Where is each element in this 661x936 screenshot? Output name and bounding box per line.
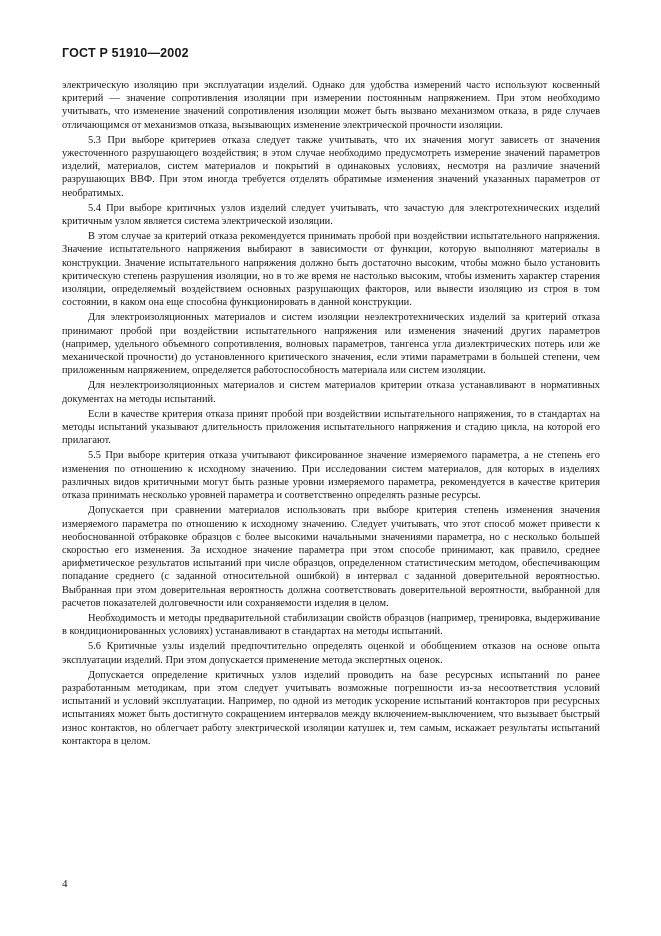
paragraph-5-6: 5.6 Критичные узлы изделий предпочтительно определять оценкой и обобщением отказов на основе опыта эксплуатации изделий. При этом допускается применение метода экспертных оценок. xyxy=(62,641,600,666)
paragraph: Если в качестве критерия отказа принят пробой при воздействии испытательного напряжения, то в стандартах на методы испытаний указывают длительность приложения испытательного напряжения и стадию цикла, на которой его прилагают. xyxy=(62,408,600,447)
paragraph-5-3: 5.3 При выборе критериев отказа следует также учитывать, что их значения могут зависеть от значения ужесточенного разрушающего воздействия; в этом случае необходимо предусмотреть измерение значений параметров изделий, материалов, систем материалов и покрытий в одинаковых условиях, несмотря на различие значений разрушающих ВВФ. При этом иногда требуется отделять обратимые изменения значений указанных параметров от необратимых. xyxy=(62,134,600,199)
paragraph-continuation: электрическую изоляцию при эксплуатации изделий. Однако для удобства измерений часто используют косвенный критерий — значение сопротивления изоляции при измерении постоянным напряжением. При этом необходимо учитывать, что изменение значений сопротивления изоляции может быть вызвано механизмом отказа, в ряде случаев отличающимся от механизмов отказа, вызывающих изменение электрической прочности изоляции. xyxy=(62,80,600,131)
page-number: 4 xyxy=(62,878,68,890)
paragraph: Для электроизоляционных материалов и систем изоляции неэлектротехнических изделий за критерий отказа принимают пробой при воздействии испытательного напряжения или изменения значений других параметров (например, удельного объемного сопротивления, волновых параметров, тангенса угла диэлектрических потерь или же механической прочности) до установленного критического значения, если этими параметрами в большей степени, чем приложенным напряжением, определяется работоспособность материала или систем изоляции. xyxy=(62,312,600,377)
paragraph-5-4: 5.4 При выборе критичных узлов изделий следует учитывать, что зачастую для электротехнических изделий критичным узлом является система электрической изоляции. xyxy=(62,202,600,228)
paragraph: Для неэлектроизоляционных материалов и систем материалов критерии отказа устанавливают в нормативных документах на методы испытаний. xyxy=(62,380,600,405)
paragraph: В этом случае за критерий отказа рекомендуется принимать пробой при воздействии испытательного напряжения. Значение испытательного напряжения выбирают в зависимости от функции, которую выполняют материалы в конструкции. Значение испытательного напряжения должно быть достаточно высоким, чтобы можно было установить критическую степень разрушения изоляции, но в то же время не настолько высоким, чтобы изменить характер старения изоляции, определяемый воздействием основных разрушающих факторов, или вывести изоляцию из строя в том состоянии, в каком она еще способна функционировать в данной конструкции. xyxy=(62,231,600,309)
paragraph: Необходимость и методы предварительной стабилизации свойств образцов (например, тренировка, выдерживание в кондиционированных условиях) устанавливают в стандартах на методы испытаний. xyxy=(62,612,600,638)
standard-header: ГОСТ Р 51910—2002 xyxy=(62,46,189,60)
paragraph: Допускается определение критичных узлов изделий проводить на базе ресурсных испытаний по ранее разработанным методикам, при этом следует учитывать возможные погрешности из-за несоответствия условий испытаний и условий эксплуатации. Например, по одной из методик ускорение испытаний контакторов при ресурсных испытаниях может быть достигнуто сокращением интервалов между включением-выключением, что вызывает быстрый износ контактов, но облегчает работу электрической изоляции катушек и, тем самым, искажает результаты испытаний контактора в целом. xyxy=(62,669,600,747)
document-body xyxy=(62,79,600,750)
paragraph-5-5: 5.5 При выборе критерия отказа учитывают фиксированное значение измеряемого параметра, а не степень его изменения по отношению к исходному значению. При исследовании систем материалов, для которых в изделиях различных видов критичными могут быть разные уровни измеряемого параметра, рекомендуется в качестве критерия отказа принимать несколько уровней параметра и соответственно определять разные ресурсы. xyxy=(62,450,600,502)
paragraph: Допускается при сравнении материалов использовать при выборе критерия степень изменения значения измеряемого параметра по отношению к исходному значению. Следует учитывать, что этот способ может привести к необоснованной отбраковке образцов с более высокими начальными значениями параметра, но с несколько большей скоростью его изменения. За исходное значение параметра при этом способе принимают, как правило, среднее арифметическое результатов испытаний при числе образцов, определенном статистическим методом, обеспечивающим попадание среднего (с заданной относительной ошибкой) в интервал с заданной доверительной вероятностью. Выбранная при этом доверительная вероятность должна соответствовать доверительной вероятности, выбранной для расчетов показателей долговечности или сохраняемости изделия в целом. xyxy=(62,505,600,609)
